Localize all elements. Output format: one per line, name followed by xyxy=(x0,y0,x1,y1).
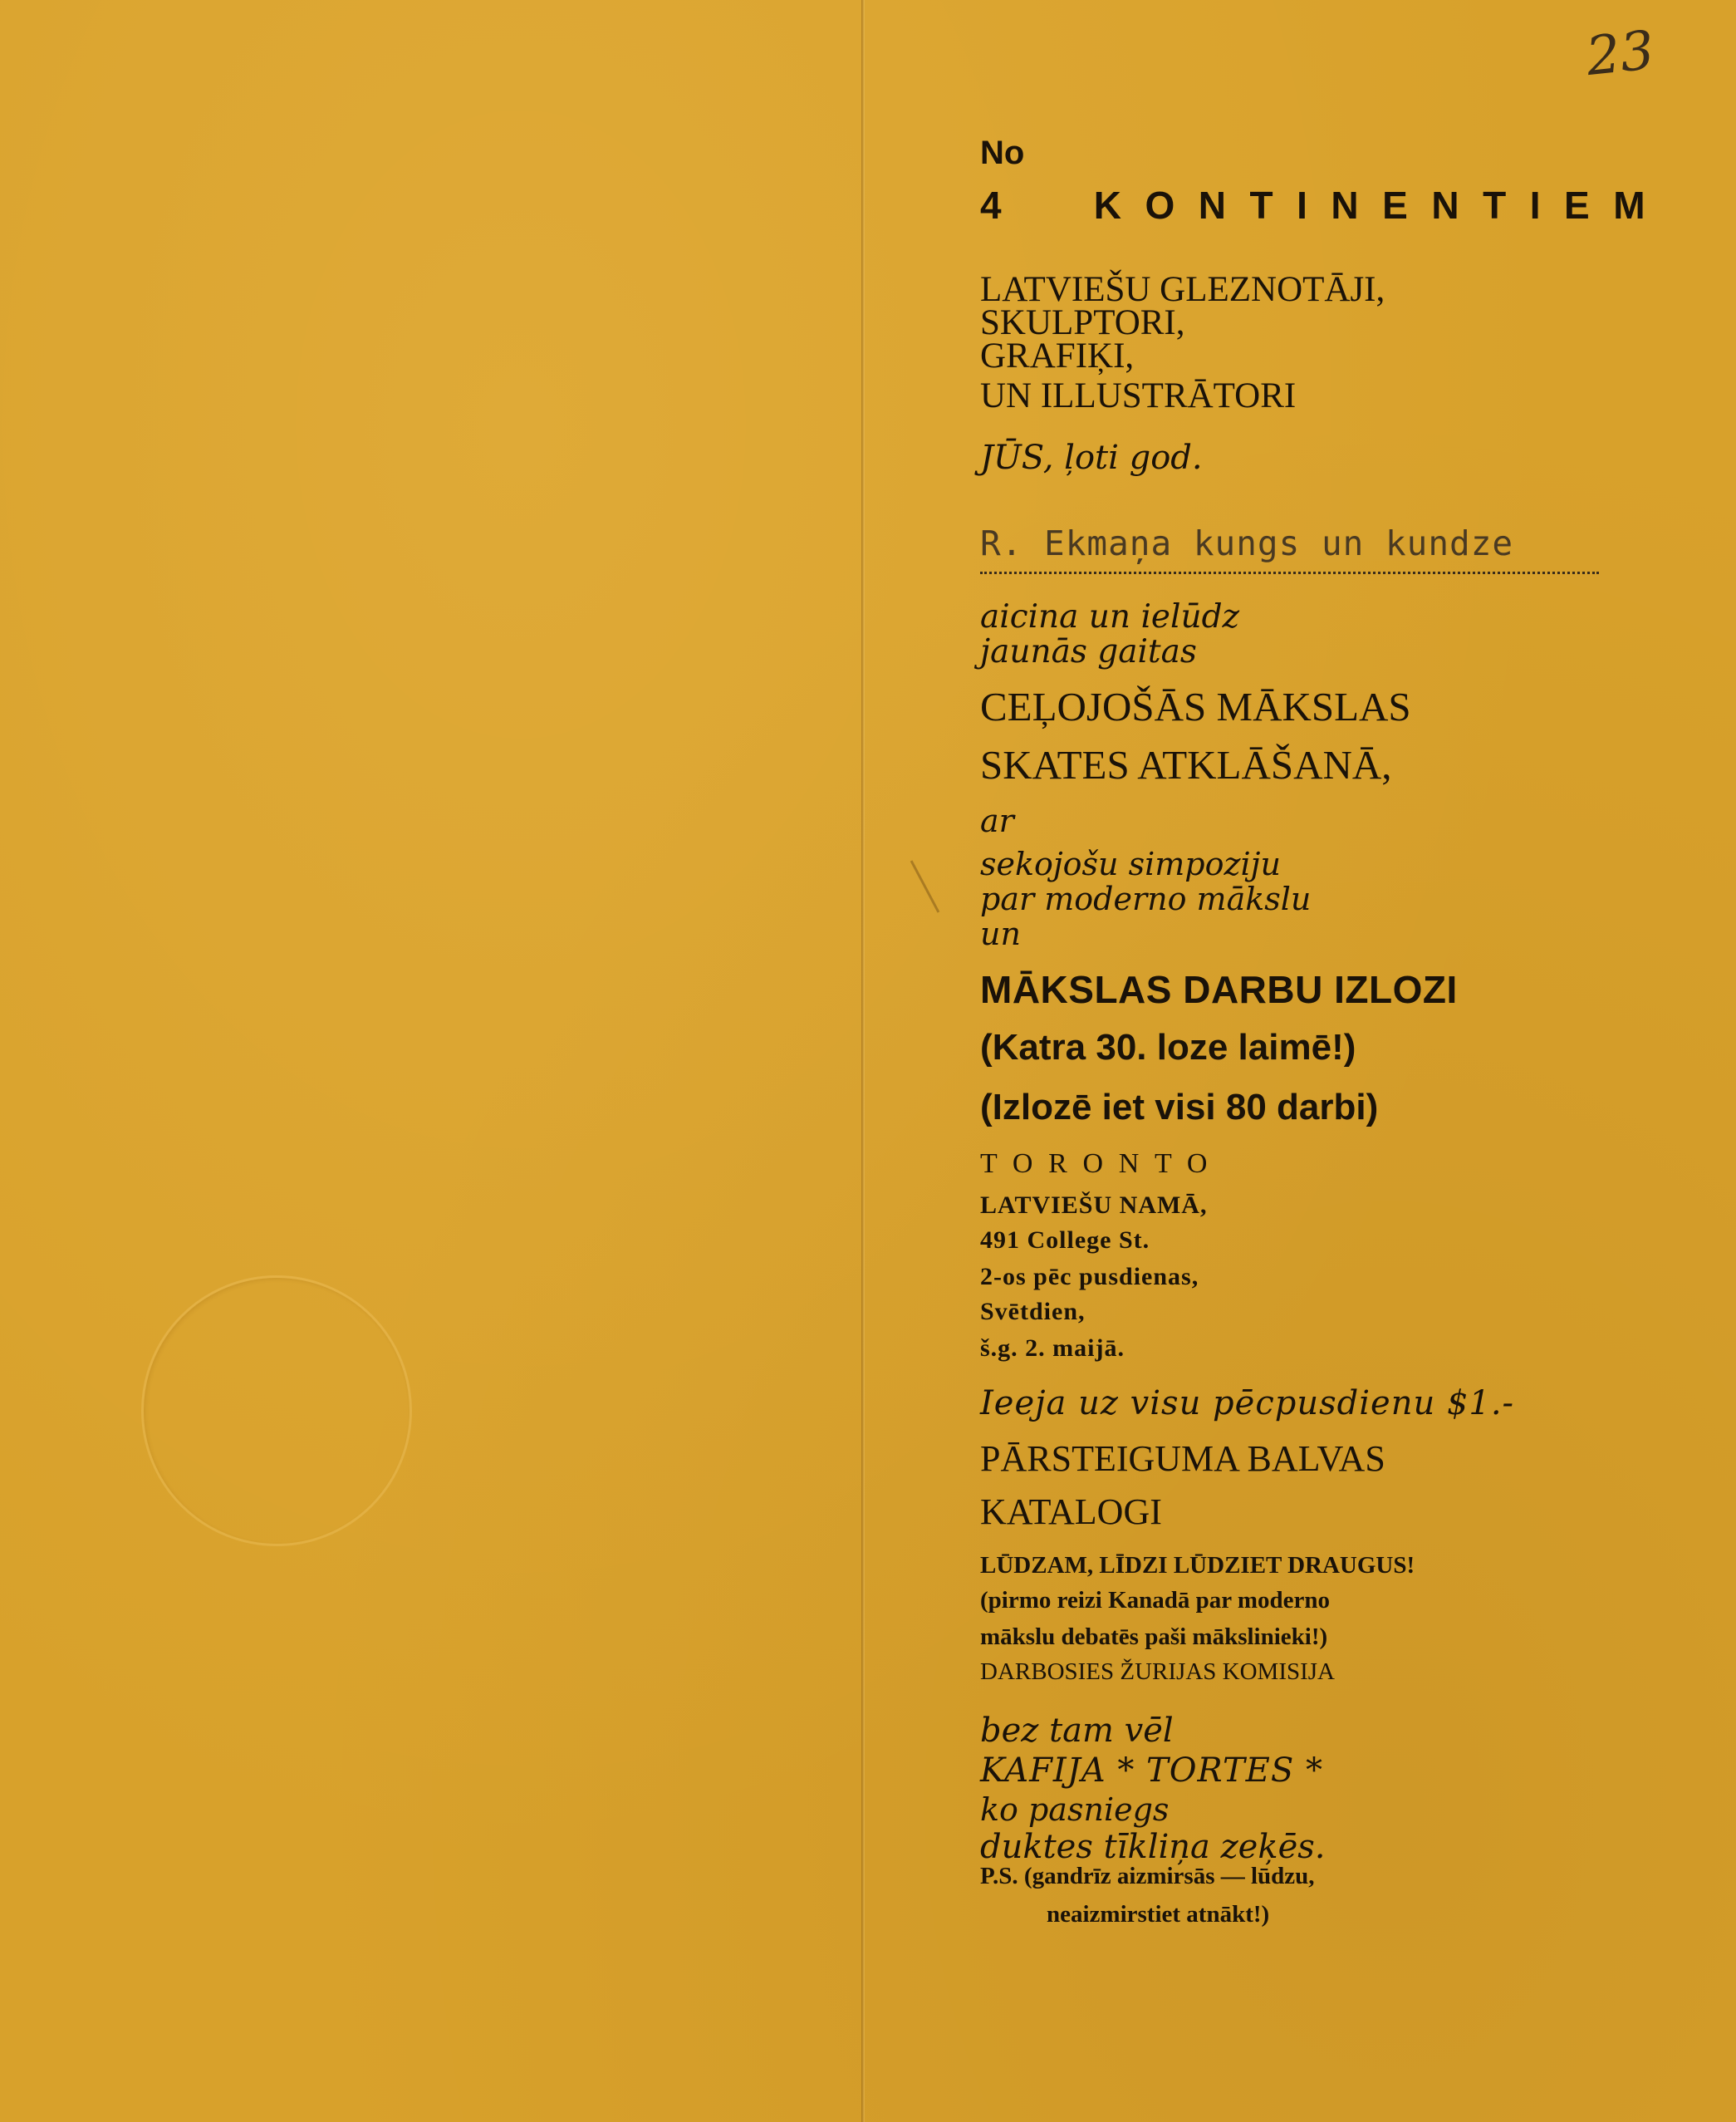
invite-line: jaunās gaitas xyxy=(980,633,1197,670)
lottery-note: (Katra 30. loze laimē!) xyxy=(980,1027,1356,1068)
venue-line: Svētdien, xyxy=(980,1298,1086,1325)
symposium-line: sekojošu simpoziju xyxy=(980,846,1281,882)
request-line: mākslu debatēs paši mākslinieki!) xyxy=(980,1623,1328,1650)
embossed-seal xyxy=(141,1275,412,1546)
event-title-line: SKATES ATKLĀŠANĀ, xyxy=(980,742,1392,788)
admission-note: Ieeja uz visu pēcpusdienu $1.- xyxy=(980,1384,1515,1422)
venue-line: 491 College St. xyxy=(980,1226,1150,1254)
addressee-line: UN ILLUSTRĀTORI xyxy=(980,376,1297,415)
host-names: R. Ekmaņa kungs un kundze xyxy=(980,523,1514,563)
city-name: TORONTO xyxy=(980,1148,1224,1179)
venue-line: 2-os pēc pusdienas, xyxy=(980,1263,1199,1290)
center-fold xyxy=(861,0,865,2122)
postscript-line: neaizmirstiet atnākt!) xyxy=(1047,1901,1270,1928)
dotted-rule xyxy=(980,572,1599,574)
closing-line: duktes tīkliņa zeķēs. xyxy=(980,1828,1326,1866)
addressee-line: LATVIEŠU GLEZNOTĀJI, xyxy=(980,270,1385,309)
continents-heading: 4 KONTINENTIEM xyxy=(980,184,1670,227)
venue-line: LATVIEŠU NAMĀ, xyxy=(980,1191,1208,1219)
venue-line: š.g. 2. maijā. xyxy=(980,1334,1125,1362)
event-title-line: CEĻOJOŠĀS MĀKSLAS xyxy=(980,684,1411,729)
closing-line: KAFIJA * TORTES * xyxy=(980,1751,1323,1790)
no-label: No xyxy=(980,135,1025,171)
addressee-line: SKULPTORI, xyxy=(980,303,1185,342)
request-line: DARBOSIES ŽURIJAS KOMISIJA xyxy=(980,1658,1335,1685)
symposium-line: un xyxy=(980,916,1021,952)
handwritten-page-number: 23 xyxy=(1583,19,1658,89)
closing-line: bez tam vēl xyxy=(980,1712,1174,1750)
closing-line: ko pasniegs xyxy=(980,1791,1170,1828)
lottery-note: (Izlozē iet visi 80 darbi) xyxy=(980,1087,1379,1127)
request-line: LŪDZAM, LĪDZI LŪDZIET DRAUGUS! xyxy=(980,1552,1415,1579)
symposium-line: ar xyxy=(980,803,1014,839)
extra-item: KATALOGI xyxy=(980,1491,1162,1532)
invite-line: aicina un ielūdz xyxy=(980,598,1240,636)
extra-item: PĀRSTEIGUMA BALVAS xyxy=(980,1438,1385,1479)
addressee-line: GRAFIĶI, xyxy=(980,336,1135,376)
pencil-mark xyxy=(910,860,940,912)
symposium-line: par moderno mākslu xyxy=(980,881,1312,917)
lottery-title: MĀKSLAS DARBU IZLOZI xyxy=(980,968,1458,1011)
salutation: JŪS, ļoti god. xyxy=(980,439,1203,477)
request-line: (pirmo reizi Kanadā par moderno xyxy=(980,1587,1331,1614)
postscript-line: P.S. (gandrīz aizmirsās — lūdzu, xyxy=(980,1863,1315,1889)
